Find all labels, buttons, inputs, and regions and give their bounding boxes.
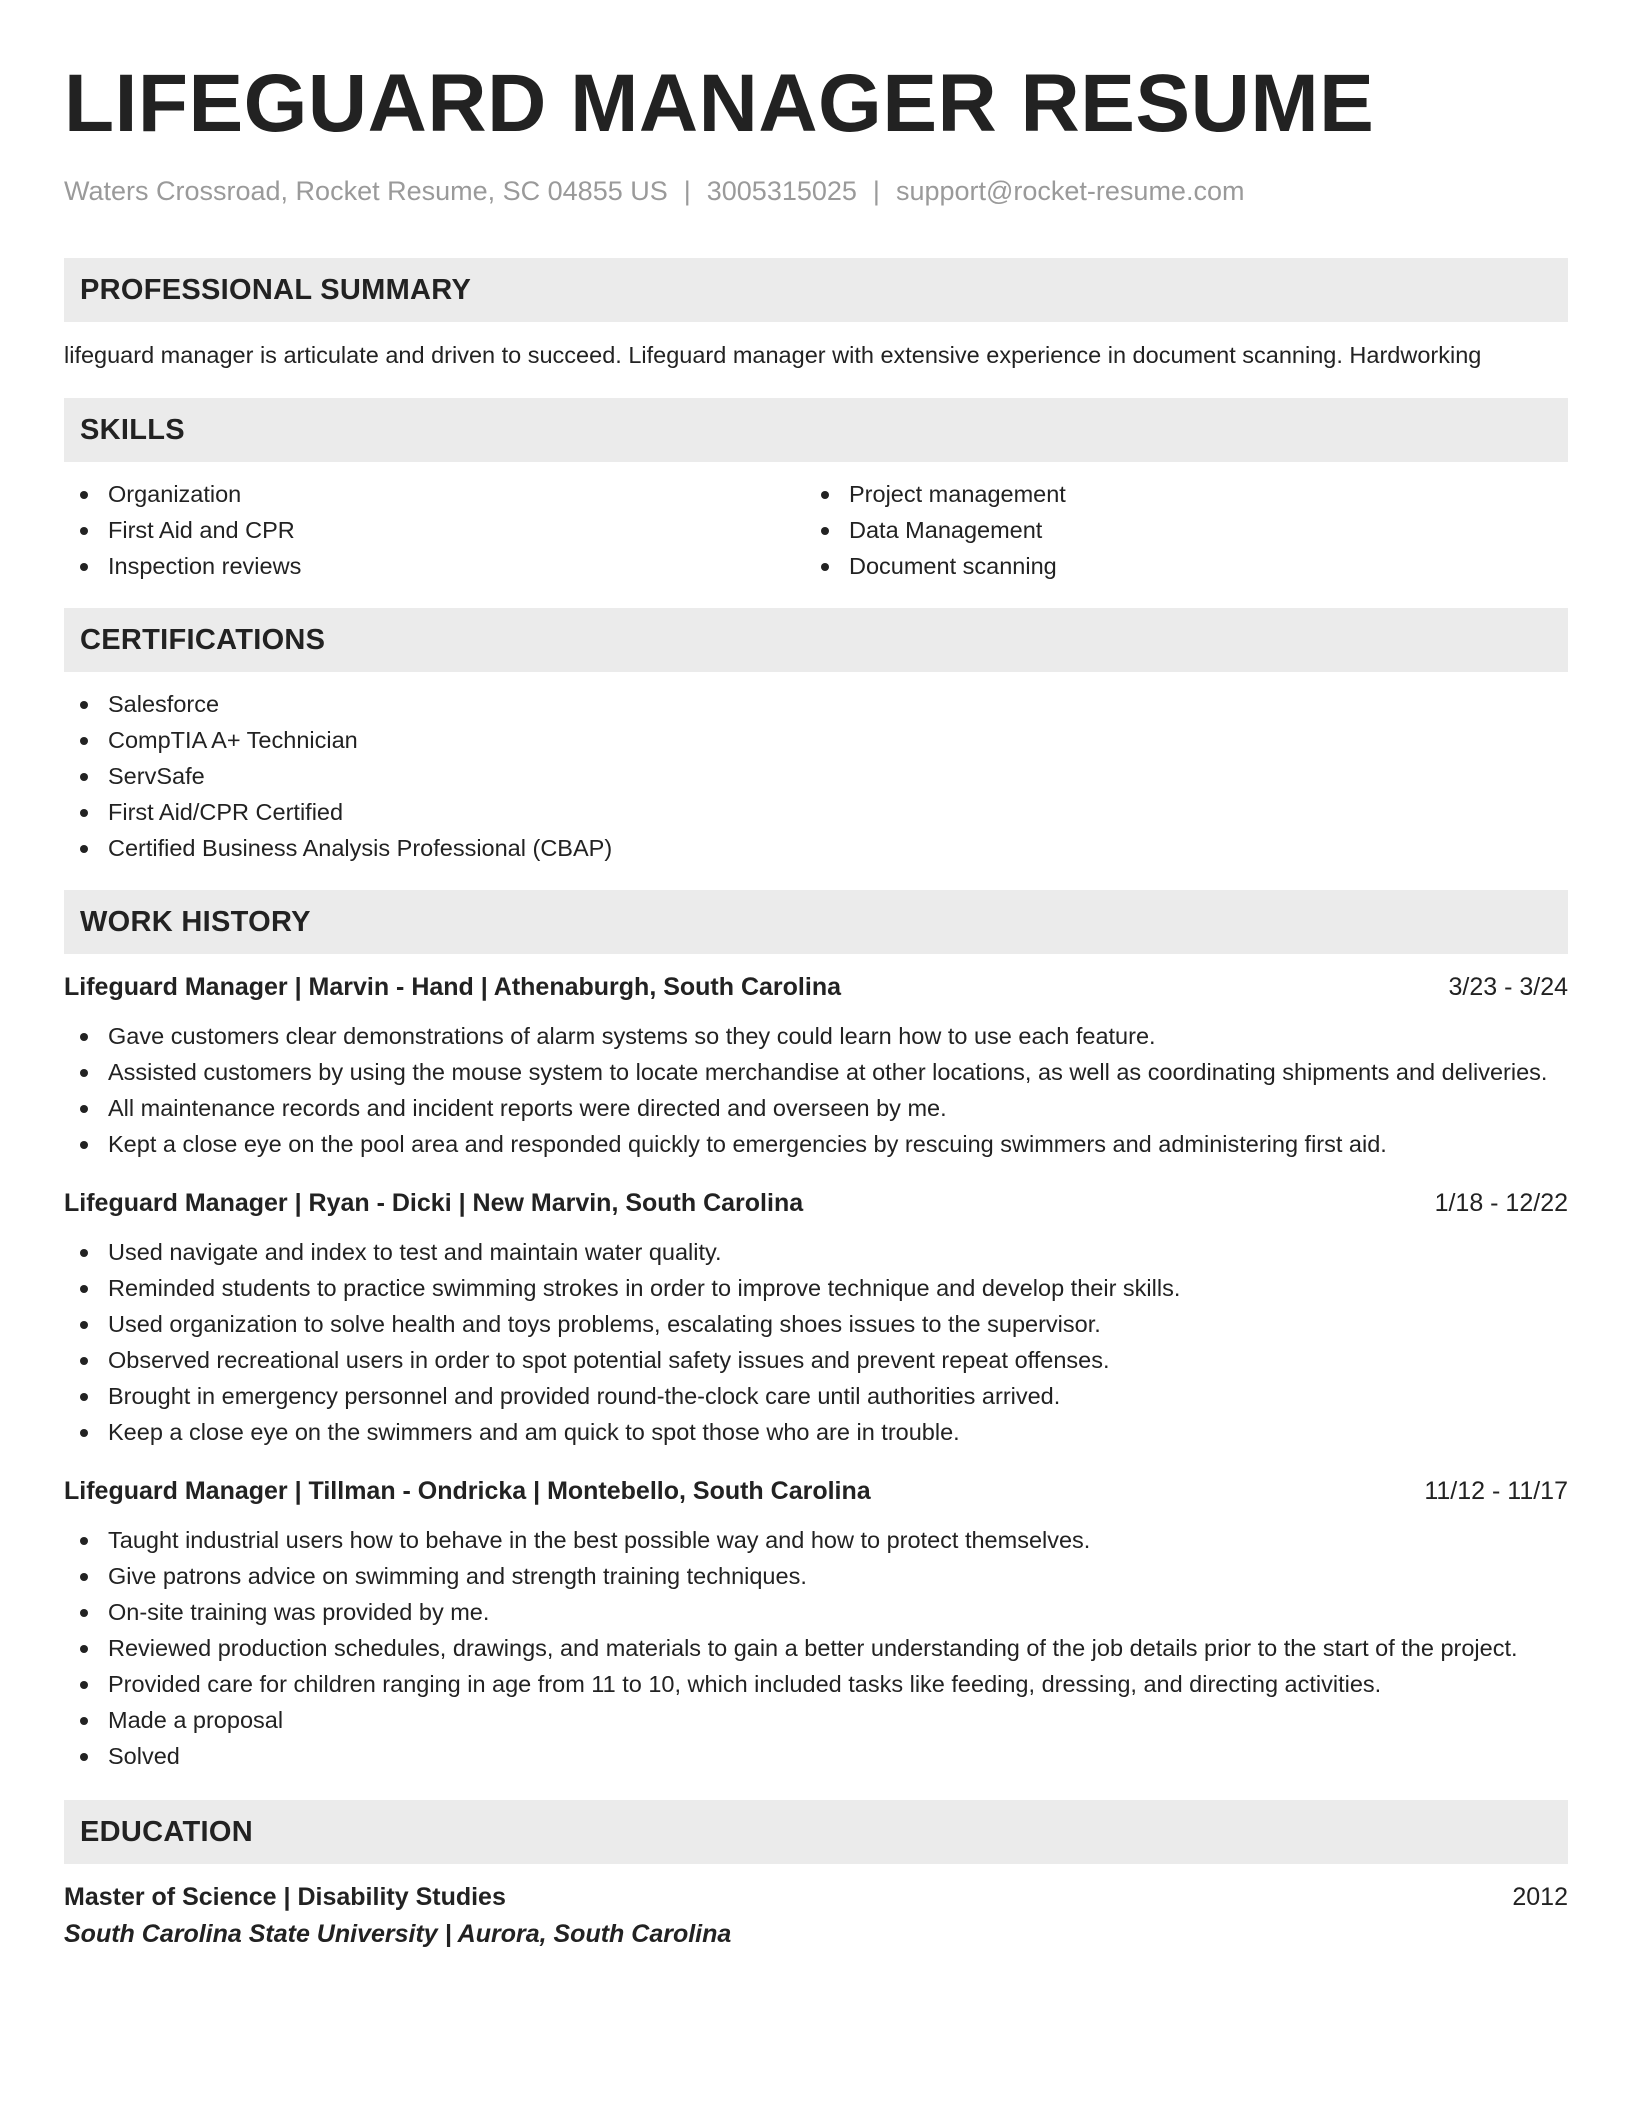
job-dates: 1/18 - 12/22 (1434, 1189, 1568, 1217)
skills-list-right (805, 476, 1546, 584)
bullet-dot-icon (80, 1681, 88, 1689)
job-entry (64, 1186, 1568, 1450)
job-bullet-text: Solved (108, 1743, 180, 1769)
bullet-dot-icon (80, 1609, 88, 1617)
education-entry (64, 1880, 1568, 1914)
job-bullet (64, 1126, 1568, 1162)
job-bullet (64, 1054, 1568, 1090)
job-bullet-text: Provided care for children ranging in age from 11 to 10, which included tasks like feeding, dressing, and directing activities. (108, 1671, 1382, 1697)
job-bullet (64, 1414, 1568, 1450)
job-dates: 11/12 - 11/17 (1424, 1477, 1568, 1505)
certification-item (64, 758, 1568, 794)
job-entry (64, 1474, 1568, 1774)
skill-item (64, 512, 805, 548)
bullet-dot-icon (80, 563, 88, 571)
skill-item-text: Organization (108, 481, 242, 507)
education-school: South Carolina State University | Aurora, South Carolina (64, 1920, 732, 1948)
job-bullet (64, 1594, 1568, 1630)
job-bullet-text: Made a proposal (108, 1707, 284, 1733)
bullet-dot-icon (80, 1357, 88, 1365)
certification-item (64, 686, 1568, 722)
certification-item-text: Salesforce (108, 691, 220, 717)
work-history-header: WORK HISTORY (64, 890, 1568, 954)
job-bullet (64, 1306, 1568, 1342)
skill-item (805, 548, 1546, 584)
education-year: 2012 (1512, 1883, 1568, 1911)
skill-item (64, 548, 805, 584)
contact-address: Waters Crossroad, Rocket Resume, SC 04855 US (64, 176, 668, 206)
certification-item (64, 830, 1568, 866)
job-bullet-text: Reminded students to practice swimming strokes in order to improve technique and develop their skills. (108, 1275, 1181, 1301)
bullet-dot-icon (80, 1573, 88, 1581)
certification-item (64, 794, 1568, 830)
bullet-dot-icon (821, 563, 829, 571)
job-bullet-text: Keep a close eye on the swimmers and am quick to spot those who are in trouble. (108, 1419, 960, 1445)
bullet-dot-icon (80, 527, 88, 535)
skills-header: SKILLS (64, 398, 1568, 462)
bullet-dot-icon (80, 491, 88, 499)
job-bullet (64, 1378, 1568, 1414)
job-bullet (64, 1522, 1568, 1558)
education-header: EDUCATION (64, 1800, 1568, 1864)
job-bullet (64, 1234, 1568, 1270)
job-bullet-text: Assisted customers by using the mouse system to locate merchandise at other locations, as well as coordinating shipments and deliveries. (108, 1059, 1548, 1085)
bullet-dot-icon (80, 1033, 88, 1041)
job-header (64, 970, 1568, 1004)
job-bullet (64, 1630, 1568, 1666)
skills-list-left (64, 476, 805, 584)
bullet-dot-icon (80, 1141, 88, 1149)
certifications-header: CERTIFICATIONS (64, 608, 1568, 672)
bullet-dot-icon (80, 1537, 88, 1545)
job-entry (64, 970, 1568, 1162)
job-dates: 3/23 - 3/24 (1448, 973, 1568, 1001)
job-bullet (64, 1666, 1568, 1702)
contact-phone: 3005315025 (706, 176, 857, 206)
bullet-dot-icon (80, 1753, 88, 1761)
job-title: Lifeguard Manager | Ryan - Dicki | New Marvin, South Carolina (64, 1189, 804, 1217)
bullet-dot-icon (80, 1105, 88, 1113)
bullet-dot-icon (80, 845, 88, 853)
job-bullet (64, 1270, 1568, 1306)
job-bullet-text: Brought in emergency personnel and provided round-the-clock care until authorities arrived. (108, 1383, 1061, 1409)
skills-grid (64, 476, 1568, 584)
bullet-dot-icon (80, 1285, 88, 1293)
job-bullet (64, 1738, 1568, 1774)
bullet-dot-icon (80, 809, 88, 817)
summary-header: PROFESSIONAL SUMMARY (64, 258, 1568, 322)
contact-separator: | (872, 176, 880, 206)
certification-item-text: CompTIA A+ Technician (108, 727, 358, 753)
job-bullet (64, 1018, 1568, 1054)
bullet-dot-icon (80, 701, 88, 709)
job-bullet-text: Observed recreational users in order to spot potential safety issues and prevent repeat offenses. (108, 1347, 1110, 1373)
bullet-dot-icon (80, 1717, 88, 1725)
skill-item-text: Data Management (849, 517, 1043, 543)
bullet-dot-icon (80, 1645, 88, 1653)
job-bullet (64, 1090, 1568, 1126)
education-degree: Master of Science | Disability Studies (64, 1883, 506, 1911)
bullet-dot-icon (80, 773, 88, 781)
skill-item-text: First Aid and CPR (108, 517, 295, 543)
certification-item (64, 722, 1568, 758)
bullet-dot-icon (80, 737, 88, 745)
job-bullets (64, 1018, 1568, 1162)
job-bullet-text: Used organization to solve health and toys problems, escalating shoes issues to the supervisor. (108, 1311, 1101, 1337)
bullet-dot-icon (80, 1393, 88, 1401)
job-title: Lifeguard Manager | Tillman - Ondricka | Montebello, South Carolina (64, 1477, 871, 1505)
contact-separator: | (683, 176, 691, 206)
skill-item-text: Project management (849, 481, 1066, 507)
job-header (64, 1186, 1568, 1220)
certification-item-text: First Aid/CPR Certified (108, 799, 344, 825)
job-bullet-text: Gave customers clear demonstrations of alarm systems so they could learn how to use each feature. (108, 1023, 1156, 1049)
skills-column-right (805, 476, 1546, 584)
job-bullet (64, 1558, 1568, 1594)
skill-item (805, 476, 1546, 512)
job-title: Lifeguard Manager | Marvin - Hand | Athenaburgh, South Carolina (64, 973, 842, 1001)
job-bullet (64, 1702, 1568, 1738)
bullet-dot-icon (821, 491, 829, 499)
skill-item (805, 512, 1546, 548)
work-history-list (64, 970, 1568, 1774)
job-bullets (64, 1234, 1568, 1450)
skills-column-left (64, 476, 805, 584)
contact-line (64, 174, 1568, 208)
skill-item-text: Inspection reviews (108, 553, 302, 579)
skill-item (64, 476, 805, 512)
contact-email[interactable]: support@rocket-resume.com (895, 176, 1245, 206)
job-bullet-text: Taught industrial users how to behave in the best possible way and how to protect themselves. (108, 1527, 1091, 1553)
bullet-dot-icon (80, 1429, 88, 1437)
bullet-dot-icon (80, 1069, 88, 1077)
job-header (64, 1474, 1568, 1508)
bullet-dot-icon (80, 1249, 88, 1257)
job-bullet-text: Reviewed production schedules, drawings, and materials to gain a better understanding of the job details prior to the start of the project. (108, 1635, 1518, 1661)
job-bullet-text: Used navigate and index to test and maintain water quality. (108, 1239, 722, 1265)
job-bullet (64, 1342, 1568, 1378)
summary-text: lifeguard manager is articulate and driven to succeed. Lifeguard manager with extensive experience in document scanning. Hardworking (64, 342, 1482, 368)
job-bullet-text: All maintenance records and incident reports were directed and overseen by me. (108, 1095, 947, 1121)
job-bullet-text: Kept a close eye on the pool area and responded quickly to emergencies by rescuing swimmers and administering first aid. (108, 1131, 1387, 1157)
certification-item-text: ServSafe (108, 763, 205, 789)
job-bullet-text: Give patrons advice on swimming and strength training techniques. (108, 1563, 807, 1589)
certification-item-text: Certified Business Analysis Professional (CBAP) (108, 835, 613, 861)
bullet-dot-icon (80, 1321, 88, 1329)
job-bullets (64, 1522, 1568, 1774)
certifications-list (64, 686, 1568, 866)
resume-title: LIFEGUARD MANAGER RESUME (64, 58, 1375, 149)
bullet-dot-icon (821, 527, 829, 535)
job-bullet-text: On-site training was provided by me. (108, 1599, 490, 1625)
skill-item-text: Document scanning (849, 553, 1057, 579)
